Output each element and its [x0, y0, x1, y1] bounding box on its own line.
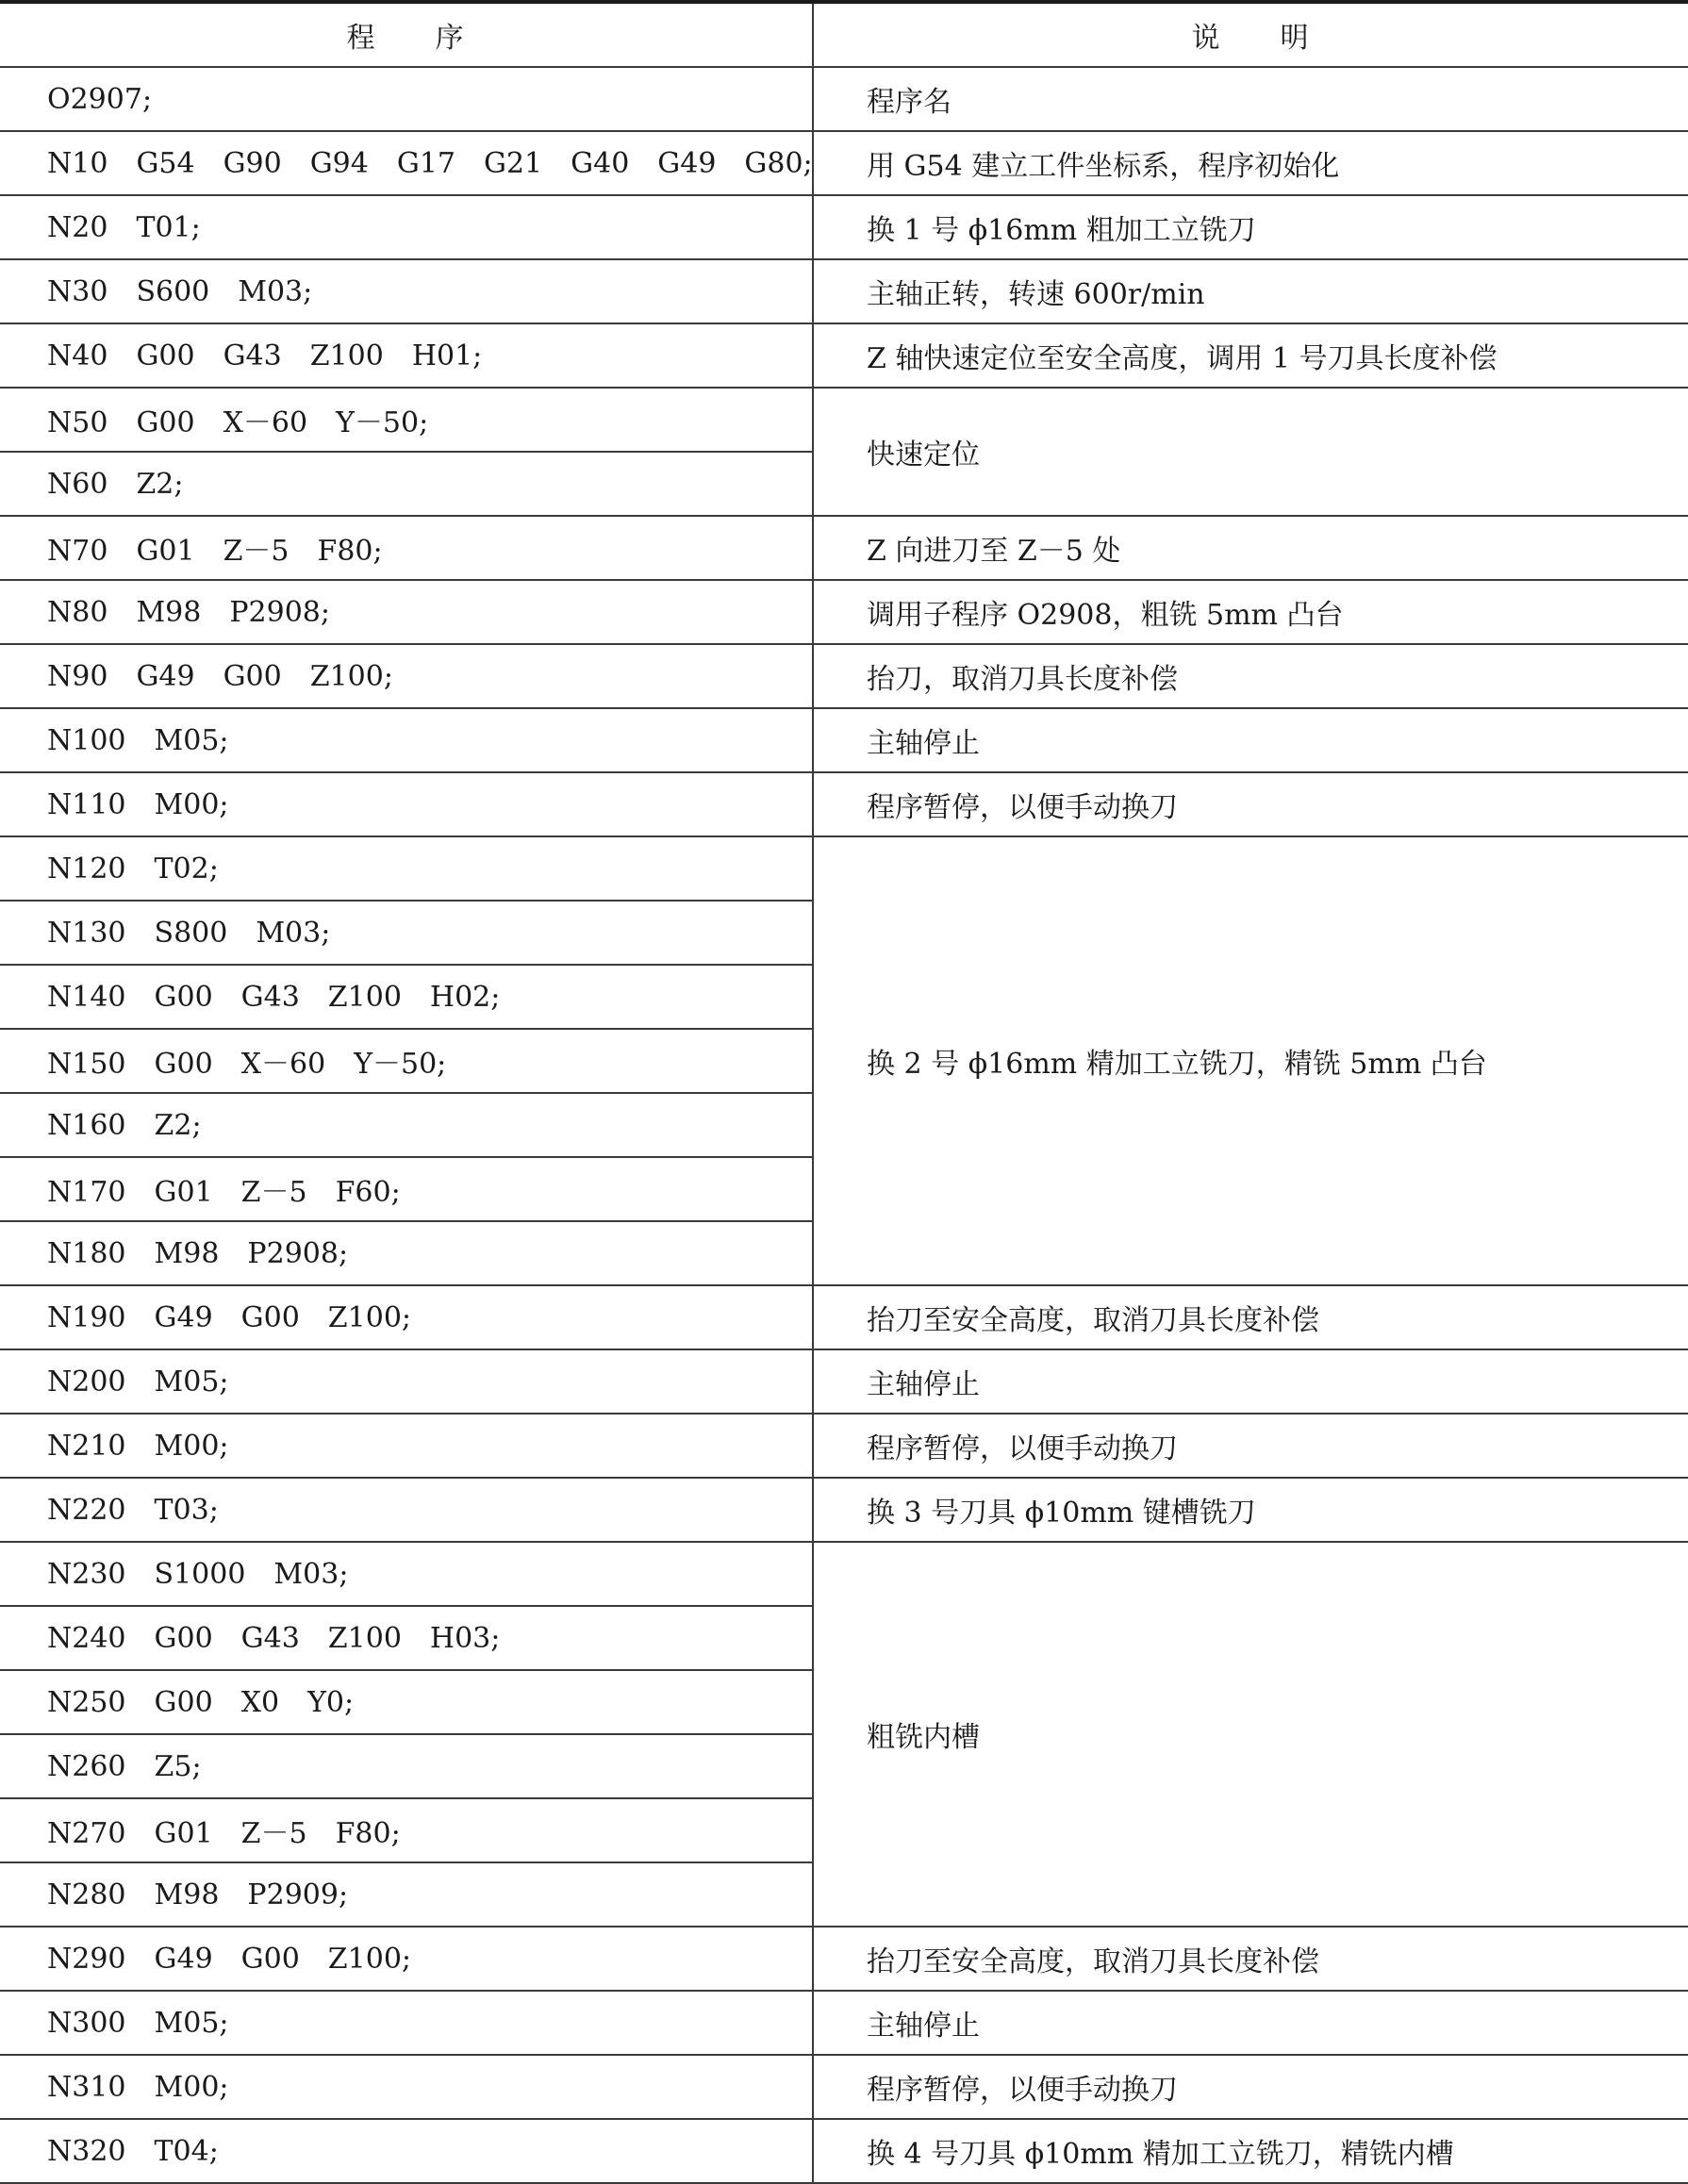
program-line — [0, 1349, 813, 1414]
program-token: N190 — [47, 1300, 126, 1334]
table-row — [0, 67, 1688, 131]
header-description-char-1: 说 — [1191, 22, 1222, 55]
program-token: N30 — [47, 274, 108, 308]
program-token: Z100 — [327, 980, 402, 1014]
program-line — [0, 708, 813, 772]
table-row — [0, 1478, 1688, 1542]
program-token: Y－50; — [336, 406, 429, 439]
program-token: G00 — [154, 1048, 213, 1081]
program-token: G00 — [154, 1621, 213, 1655]
program-token: T01; — [136, 210, 201, 244]
program-token: S800 — [154, 916, 228, 950]
program-token: N260 — [47, 1749, 126, 1783]
program-line — [0, 1542, 813, 1606]
program-token: G00 — [223, 659, 282, 693]
description-cell: 程序名 — [813, 67, 1688, 131]
description-cell: 抬刀，取消刀具长度补偿 — [813, 644, 1688, 708]
program-line — [0, 516, 813, 580]
program-token: P2908; — [247, 1236, 349, 1270]
table-row — [0, 1414, 1688, 1478]
description-cell: 快速定位 — [813, 388, 1688, 516]
description-cell: Z 向进刀至 Z－5 处 — [813, 516, 1688, 580]
program-token: N220 — [47, 1493, 126, 1527]
table-row — [0, 580, 1688, 644]
program-token: N70 — [47, 535, 108, 568]
program-token: X0 — [240, 1685, 280, 1719]
program-token: G43 — [240, 980, 300, 1014]
program-token: N240 — [47, 1621, 126, 1655]
table-row — [0, 516, 1688, 580]
table-row — [0, 644, 1688, 708]
table-row — [0, 1542, 1688, 1606]
program-token: H03; — [429, 1621, 501, 1655]
table-row — [0, 1349, 1688, 1414]
program-token: M05; — [154, 723, 229, 757]
program-token: N170 — [47, 1176, 126, 1209]
program-token: N160 — [47, 1108, 126, 1142]
program-token: M03; — [238, 274, 313, 308]
program-token: N40 — [47, 339, 108, 372]
program-token: G21 — [484, 146, 543, 180]
header-description-char-2: 明 — [1280, 22, 1311, 55]
program-token: M03; — [256, 916, 331, 950]
program-token: N290 — [47, 1942, 126, 1976]
program-token: T03; — [154, 1493, 219, 1527]
program-line — [0, 323, 813, 388]
program-token: P2909; — [247, 1878, 349, 1911]
program-token: N300 — [47, 2006, 126, 2040]
description-cell: 换 1 号 ϕ16mm 粗加工立铣刀 — [813, 195, 1688, 259]
program-token: M00; — [154, 1429, 229, 1463]
description-cell: 主轴停止 — [813, 1349, 1688, 1414]
description-cell: Z 轴快速定位至安全高度，调用 1 号刀具长度补偿 — [813, 323, 1688, 388]
program-token: G01 — [136, 535, 195, 568]
program-token: N200 — [47, 1365, 126, 1398]
program-token: M00; — [154, 2070, 229, 2104]
program-token: G00 — [154, 980, 213, 1014]
program-token: N100 — [47, 723, 126, 757]
program-token: G49 — [136, 659, 195, 693]
program-token: Z100; — [327, 1942, 412, 1976]
description-cell: 主轴停止 — [813, 1991, 1688, 2055]
table-row — [0, 2055, 1688, 2119]
program-token: N130 — [47, 916, 126, 950]
program-line — [0, 1991, 813, 2055]
program-line — [0, 1670, 813, 1734]
program-token: N270 — [47, 1817, 126, 1850]
program-line — [0, 1093, 813, 1157]
program-line — [0, 131, 813, 195]
table-header-row — [0, 2, 1688, 67]
program-token: Y0; — [307, 1685, 355, 1719]
program-token: Z2; — [154, 1108, 202, 1142]
program-token: N20 — [47, 210, 108, 244]
program-token: T04; — [154, 2134, 219, 2168]
table-row — [0, 195, 1688, 259]
table-row — [0, 1285, 1688, 1349]
program-token: X－60 — [240, 1048, 326, 1081]
program-token: G00 — [154, 1685, 213, 1719]
program-token: N310 — [47, 2070, 126, 2104]
program-token: M00; — [154, 787, 229, 821]
program-line — [0, 1798, 813, 1862]
program-line — [0, 259, 813, 323]
program-token: X－60 — [223, 406, 308, 439]
program-token: Z100; — [309, 659, 393, 693]
header-description — [813, 2, 1688, 67]
table-row — [0, 259, 1688, 323]
program-token: F80; — [335, 1817, 401, 1850]
table-row — [0, 772, 1688, 836]
program-line — [0, 1285, 813, 1349]
program-line — [0, 1606, 813, 1670]
program-token: M98 — [154, 1878, 220, 1911]
program-token: G43 — [223, 339, 282, 372]
description-cell: 程序暂停，以便手动换刀 — [813, 1414, 1688, 1478]
program-token: N320 — [47, 2134, 126, 2168]
program-token: F60; — [335, 1176, 401, 1209]
program-token: M98 — [154, 1236, 220, 1270]
program-token: G49 — [657, 146, 717, 180]
program-line — [0, 772, 813, 836]
program-line — [0, 901, 813, 965]
description-cell: 换 2 号 ϕ16mm 精加工立铣刀，精铣 5mm 凸台 — [813, 836, 1688, 1285]
header-program-char-2: 序 — [435, 22, 466, 55]
table-row — [0, 1991, 1688, 2055]
program-token: M98 — [136, 595, 202, 629]
program-token: H01; — [411, 339, 483, 372]
program-line — [0, 195, 813, 259]
program-line — [0, 1414, 813, 1478]
program-token: Z100; — [327, 1300, 412, 1334]
program-line — [0, 644, 813, 708]
description-cell: 主轴正转，转速 600r/min — [813, 259, 1688, 323]
program-line — [0, 1734, 813, 1798]
description-cell: 换 4 号刀具 ϕ10mm 精加工立铣刀，精铣内槽 — [813, 2119, 1688, 2183]
program-token: N230 — [47, 1557, 126, 1591]
program-token: N250 — [47, 1685, 126, 1719]
program-token: N180 — [47, 1236, 126, 1270]
table-row — [0, 2119, 1688, 2183]
program-token: G40 — [571, 146, 630, 180]
program-line — [0, 67, 813, 131]
program-token: G90 — [223, 146, 282, 180]
program-token: M03; — [273, 1557, 349, 1591]
program-token: N140 — [47, 980, 126, 1014]
description-cell: 换 3 号刀具 ϕ10mm 键槽铣刀 — [813, 1478, 1688, 1542]
program-token: G80; — [744, 146, 813, 180]
program-token: G49 — [154, 1942, 213, 1976]
program-token: N60 — [47, 467, 108, 501]
program-token: G01 — [154, 1176, 213, 1209]
program-line — [0, 836, 813, 901]
program-token: G54 — [136, 146, 195, 180]
program-line — [0, 1221, 813, 1285]
program-token: Y－50; — [354, 1048, 447, 1081]
program-token: N210 — [47, 1429, 126, 1463]
program-token: O2907; — [47, 82, 153, 116]
description-cell: 粗铣内槽 — [813, 1542, 1688, 1927]
program-token: N120 — [47, 852, 126, 885]
program-line — [0, 1927, 813, 1991]
program-token: N150 — [47, 1048, 126, 1081]
program-token: G17 — [396, 146, 455, 180]
program-token: G01 — [154, 1817, 213, 1850]
program-token: N50 — [47, 406, 108, 439]
program-token: F80; — [317, 535, 383, 568]
table-row — [0, 708, 1688, 772]
program-token: G00 — [240, 1942, 300, 1976]
program-token: N90 — [47, 659, 108, 693]
description-cell: 程序暂停，以便手动换刀 — [813, 2055, 1688, 2119]
program-line — [0, 2055, 813, 2119]
program-token: Z100 — [309, 339, 384, 372]
program-token: N10 — [47, 146, 108, 180]
description-cell: 主轴停止 — [813, 708, 1688, 772]
table-row — [0, 836, 1688, 901]
program-token: S600 — [136, 274, 210, 308]
program-token: Z－5 — [240, 1176, 307, 1209]
description-cell: 用 G54 建立工件坐标系，程序初始化 — [813, 131, 1688, 195]
program-token: G94 — [309, 146, 369, 180]
program-token: Z－5 — [223, 535, 290, 568]
header-program-char-1: 程 — [346, 22, 377, 55]
program-line — [0, 965, 813, 1029]
program-token: P2908; — [229, 595, 330, 629]
program-token: M05; — [154, 1365, 229, 1398]
program-token: H02; — [429, 980, 501, 1014]
program-token: Z5; — [154, 1749, 202, 1783]
program-line — [0, 580, 813, 644]
table-row — [0, 388, 1688, 452]
program-token: T02; — [154, 852, 219, 885]
table-row — [0, 131, 1688, 195]
program-token: G00 — [136, 406, 195, 439]
header-program — [0, 2, 813, 67]
program-token: G00 — [136, 339, 195, 372]
program-line — [0, 1862, 813, 1927]
program-line — [0, 1478, 813, 1542]
table-row — [0, 323, 1688, 388]
program-line — [0, 388, 813, 452]
description-cell: 抬刀至安全高度，取消刀具长度补偿 — [813, 1927, 1688, 1991]
program-line — [0, 1029, 813, 1093]
description-cell: 调用子程序 O2908，粗铣 5mm 凸台 — [813, 580, 1688, 644]
program-token: N280 — [47, 1878, 126, 1911]
program-token: Z－5 — [240, 1817, 307, 1850]
program-line — [0, 2119, 813, 2183]
program-token: N110 — [47, 787, 126, 821]
program-token: G00 — [240, 1300, 300, 1334]
program-token: Z100 — [327, 1621, 402, 1655]
program-line — [0, 1157, 813, 1221]
description-cell: 抬刀至安全高度，取消刀具长度补偿 — [813, 1285, 1688, 1349]
description-cell: 程序暂停，以便手动换刀 — [813, 772, 1688, 836]
program-token: N80 — [47, 595, 108, 629]
program-token: G49 — [154, 1300, 213, 1334]
program-token: S1000 — [154, 1557, 246, 1591]
program-token: Z2; — [136, 467, 184, 501]
program-line — [0, 452, 813, 516]
program-token: G43 — [240, 1621, 300, 1655]
program-token: M05; — [154, 2006, 229, 2040]
table-row — [0, 1927, 1688, 1991]
